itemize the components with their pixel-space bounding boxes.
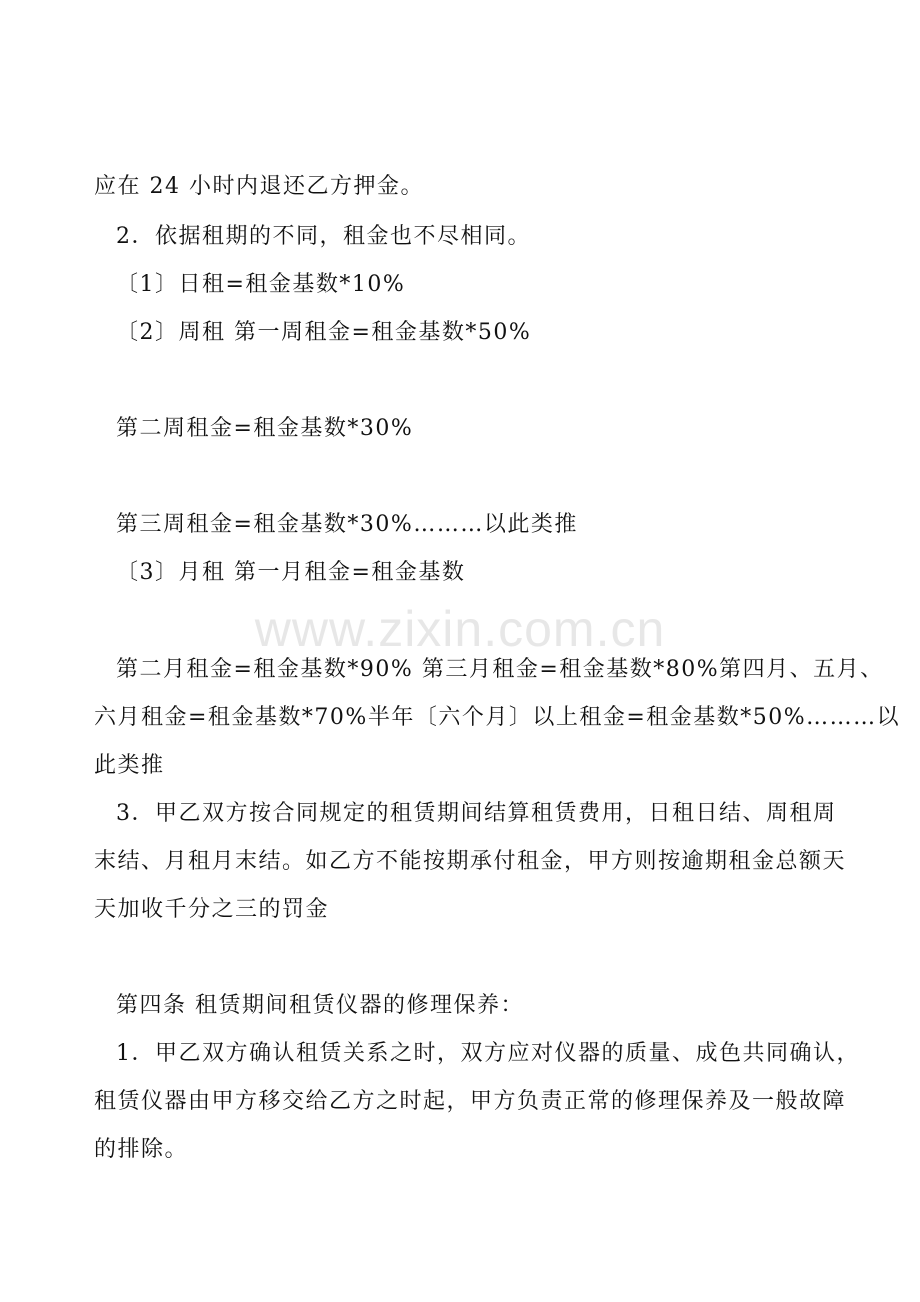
text-line: 六月租金=租金基数*70%半年〔六个月〕以上租金=租金基数*50%………以	[94, 705, 901, 730]
section-heading: 第四条 租赁期间租赁仪器的修理保养：	[116, 993, 524, 1018]
watermark: www.zixin.com.cn	[254, 601, 666, 657]
text-line: 第二月租金=租金基数*90% 第三月租金=租金基数*80%第四月、五月、	[116, 657, 884, 682]
text-line: 〔3〕月租 第一月租金=租金基数	[116, 560, 466, 585]
text-line: 的排除。	[94, 1137, 189, 1162]
text-line: 此类推	[94, 753, 165, 778]
text-line: 第二周租金=租金基数*30%	[116, 416, 414, 441]
text-line: 天加收千分之三的罚金	[94, 897, 330, 922]
text-line: 租赁仪器由甲方移交给乙方之时起，甲方负责正常的修理保养及一般故障	[94, 1089, 847, 1114]
text-line: 应在 24 小时内退还乙方押金。	[94, 174, 424, 199]
text-line: 〔2〕周租 第一周租金=租金基数*50%	[116, 320, 532, 345]
text-line: 3．甲乙双方按合同规定的租赁期间结算租赁费用，日租日结、周租周	[116, 801, 837, 826]
text-line: 〔1〕日租=租金基数*10%	[116, 272, 406, 297]
text-line: 第三周租金=租金基数*30%………以此类推	[116, 512, 578, 537]
text-line: 1．甲乙双方确认租赁关系之时，双方应对仪器的质量、成色共同确认，	[116, 1041, 860, 1066]
text-line: 末结、月租月末结。如乙方不能按期承付租金，甲方则按逾期租金总额天	[94, 849, 847, 874]
text-line: 2．依据租期的不同，租金也不尽相同。	[116, 224, 531, 249]
